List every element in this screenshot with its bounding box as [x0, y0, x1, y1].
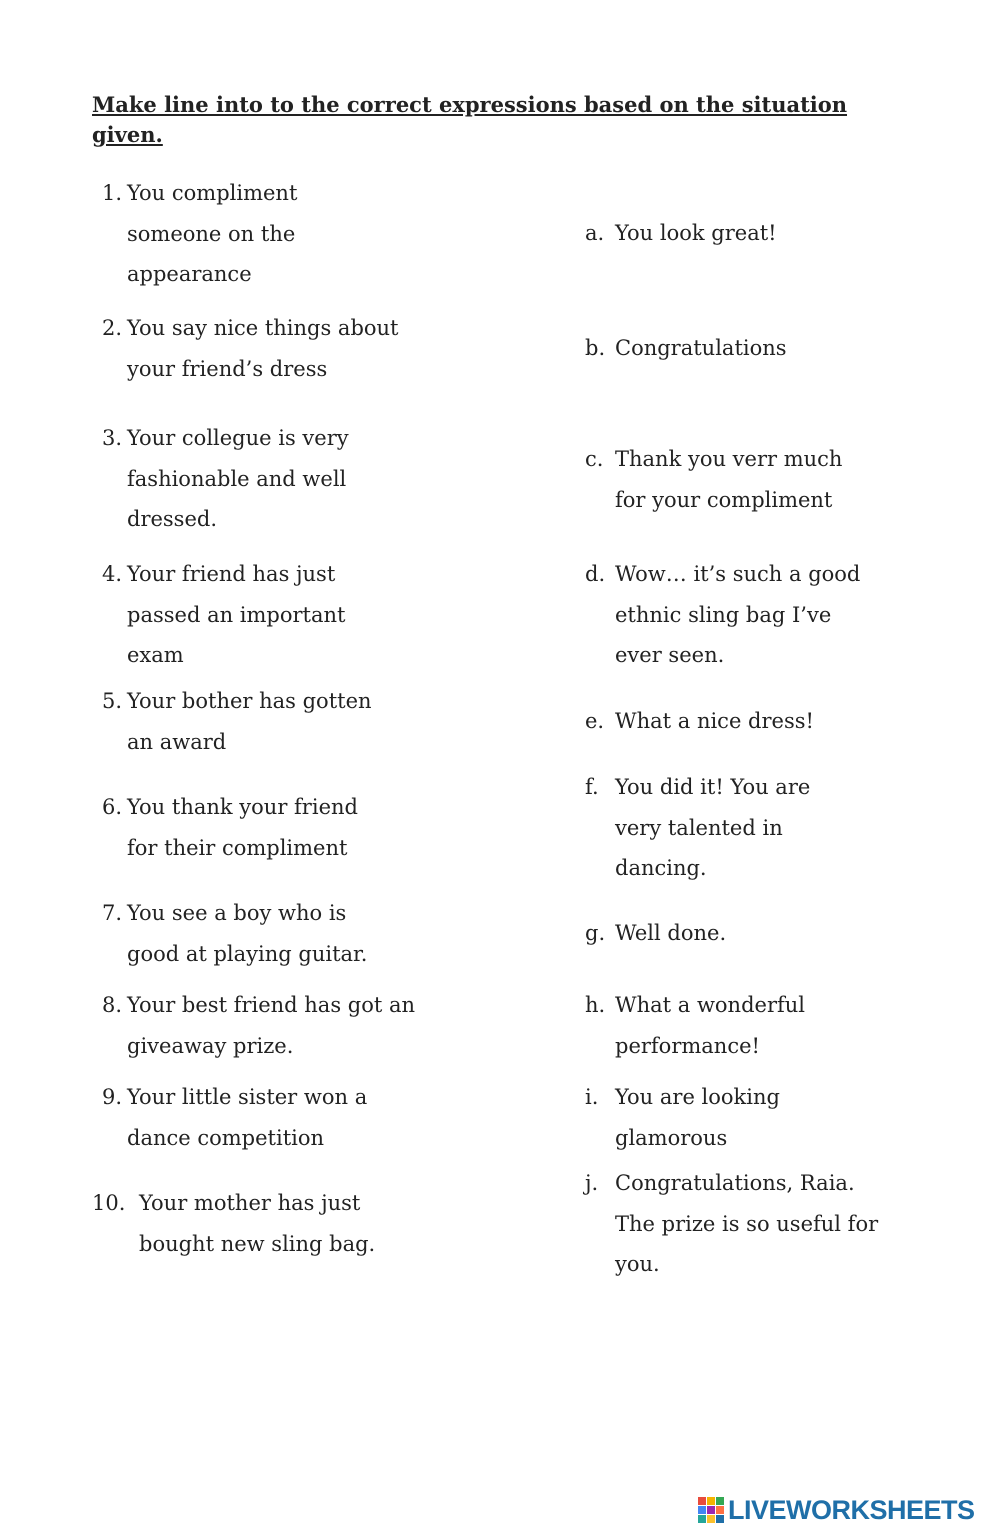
expression-text: Congratulations: [615, 336, 787, 360]
liveworksheets-logo-icon: [698, 1497, 724, 1523]
expression-text: You look great!: [615, 221, 777, 245]
situation-text: You compliment someone on the appearance: [127, 181, 298, 286]
expression-letter: f.: [585, 775, 599, 799]
situation-number: 4.: [101, 562, 122, 586]
logo-wordmark: LIVEWORKSHEETS: [728, 1494, 975, 1525]
situation-text: You thank your friend for their compliment: [127, 795, 358, 860]
expression-letter: b.: [585, 336, 606, 360]
situation-number: 10.: [92, 1191, 126, 1215]
expression-text: Wow… it’s such a good ethnic sling bag I’ve ever seen.: [615, 562, 861, 667]
situation-number: 6.: [101, 795, 122, 819]
expression-text: You did it! You are very talented in dancing.: [615, 775, 811, 880]
situation-text: Your collegue is very fashionable and well dressed.: [127, 426, 349, 531]
situation-number: 2.: [101, 316, 122, 340]
situation-number: 8.: [101, 993, 122, 1017]
expression-letter: c.: [585, 447, 604, 471]
situation-text: Your best friend has got an giveaway prize.: [127, 993, 416, 1058]
situation-number: 7.: [101, 901, 122, 925]
expression-letter: j.: [585, 1171, 599, 1195]
situation-text: You see a boy who is good at playing guitar.: [127, 901, 368, 966]
expression-text: What a wonderful performance!: [615, 993, 806, 1058]
expression-letter: a.: [585, 221, 605, 245]
situation-text: Your friend has just passed an important exam: [127, 562, 346, 667]
situation-text: Your bother has gotten an award: [127, 689, 372, 754]
expression-text: Thank you verr much for your compliment: [615, 447, 843, 512]
expression-letter: g.: [585, 921, 606, 945]
expression-text: You are looking glamorous: [615, 1085, 780, 1150]
situation-number: 9.: [101, 1085, 122, 1109]
situation-number: 1.: [101, 181, 122, 205]
situation-number: 5.: [101, 689, 122, 713]
liveworksheets-logo: [698, 1494, 975, 1526]
situation-text: You say nice things about your friend’s dress: [127, 316, 399, 381]
situation-text: Your little sister won a dance competition: [127, 1085, 368, 1150]
situation-number: 3.: [101, 426, 122, 450]
expression-letter: h.: [585, 993, 606, 1017]
expression-text: Congratulations, Raia. The prize is so useful for you.: [615, 1171, 879, 1276]
expression-text: Well done.: [615, 921, 727, 945]
expression-letter: e.: [585, 709, 605, 733]
expression-letter: d.: [585, 562, 606, 586]
expression-letter: i.: [585, 1085, 599, 1109]
worksheet-instruction: Make line into to the correct expressions based on the situation given.: [92, 92, 848, 147]
expression-text: What a nice dress!: [615, 709, 814, 733]
situation-text: Your mother has just bought new sling bag.: [139, 1191, 376, 1256]
